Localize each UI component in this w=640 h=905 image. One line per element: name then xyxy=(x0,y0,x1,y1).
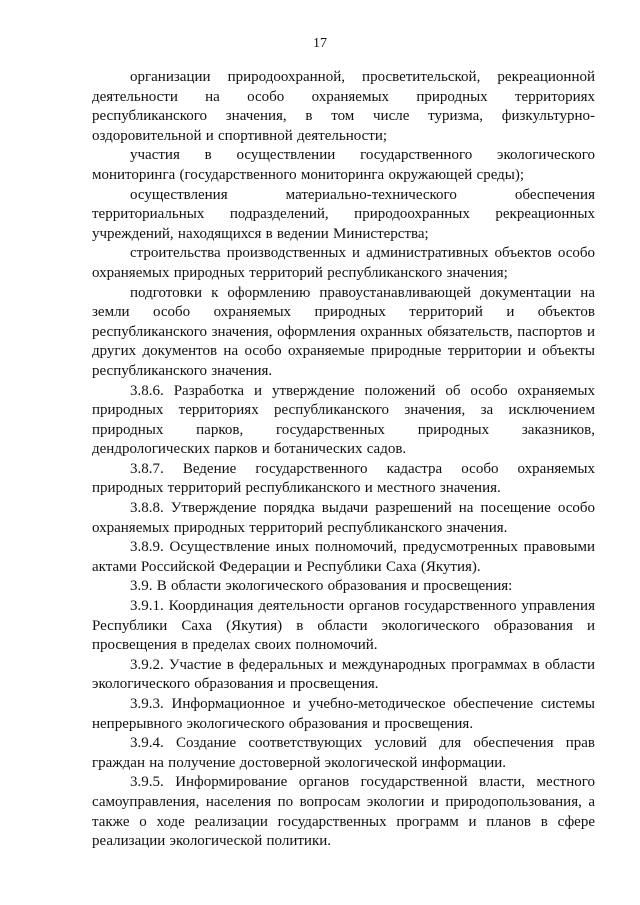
paragraph: организации природоохранной, просветительской, рекреационной деятельности на особо охраняемых природных территориях республиканского значения, в том числе туризма, физкультурно-оздоровительной и спортивной деятельности; xyxy=(92,69,595,144)
paragraph: 3.9.3. Информационное и учебно-методическое обеспечение системы непрерывного экологического образования и просвещения. xyxy=(92,696,595,732)
paragraph: 3.8.6. Разработка и утверждение положений об особо охраняемых природных территориях республиканского значения, за исключением природных парков, государственных природных заказников, дендрологических парков и ботанических садов. xyxy=(92,382,595,458)
page-number: 17 xyxy=(313,36,327,51)
paragraph: строительства производственных и административных объектов особо охраняемых природных территорий республиканского значения; xyxy=(92,245,595,281)
paragraph: 3.9.2. Участие в федеральных и международных программах в области экологического образования и просвещения. xyxy=(92,656,595,693)
paragraph: 3.8.8. Утверждение порядка выдачи разрешений на посещение особо охраняемых природных территорий республиканского значения. xyxy=(92,500,595,536)
paragraph: участия в осуществлении государственного экологического мониторинга (государственного мониторинга окружающей среды); xyxy=(92,147,595,183)
section-heading: 3.9. В области экологического образования и просвещения: xyxy=(130,578,513,595)
paragraph: подготовки к оформлению правоустанавливающей документации на земли особо охраняемых природных территорий и объектов республиканского значения, оформления охранных обязательств, паспортов и других документов на особо охраняемые природные территории и объекты республиканского значения. xyxy=(92,284,595,379)
paragraph: 3.9.1. Координация деятельности органов государственного управления Республики Саха (Якутия) в области экологического образования и просвещения в пределах своих полномочий. xyxy=(92,598,595,654)
paragraph: 3.8.7. Ведение государственного кадастра особо охраняемых природных территорий республиканского и местного значения. xyxy=(92,460,595,497)
paragraph: 3.8.9. Осуществление иных полномочий, предусмотренных правовыми актами Российской Федерации и Республики Саха (Якутия). xyxy=(92,539,595,575)
paragraph: 3.9.5. Информирование органов государственной власти, местного самоуправления, населения по вопросам экологии и природопользования, а также о ходе реализации государственных программ и планов в сфере реализации экологической политики. xyxy=(92,774,595,850)
document-body xyxy=(92,68,595,852)
paragraph: 3.9.4. Создание соответствующих условий для обеспечения прав граждан на получение достоверной экологической информации. xyxy=(92,735,595,771)
paragraph: осуществления материально-технического обеспечения территориальных подразделений, природоохранных рекреационных учреждений, находящихся в ведении Министерства; xyxy=(92,186,595,242)
